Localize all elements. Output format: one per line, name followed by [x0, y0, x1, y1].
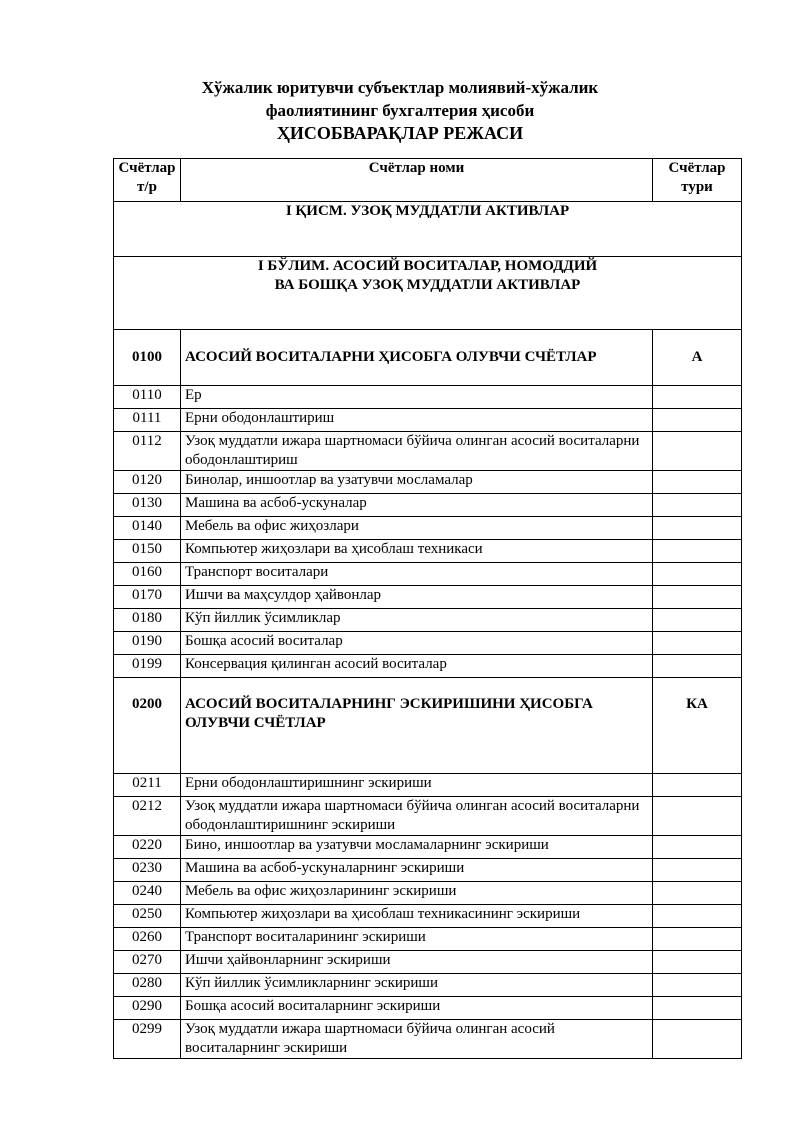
group-type: КА: [653, 678, 742, 774]
group-name: АСОСИЙ ВОСИТАЛАРНИНГ ЭСКИРИШИНИ ҲИСОБГА ОЛУВЧИ СЧЁТЛАР: [181, 678, 653, 774]
section-heading-row: [114, 257, 742, 330]
account-code: 0130: [114, 494, 181, 517]
part-heading: I ҚИСМ. УЗОҚ МУДДАТЛИ АКТИВЛАР: [114, 202, 742, 257]
account-name: Мебель ва офис жиҳозлари: [181, 517, 653, 540]
account-name: Компьютер жиҳозлари ва ҳисоблаш техникаси: [181, 540, 653, 563]
account-name: Бино, иншоотлар ва узатувчи мосламаларнинг эскириши: [181, 836, 653, 859]
account-code: 0120: [114, 471, 181, 494]
account-type: [653, 432, 742, 471]
account-name: Консервация қилинган асосий воситалар: [181, 655, 653, 678]
table-row: [114, 905, 742, 928]
account-type: [653, 774, 742, 797]
account-code: 0280: [114, 974, 181, 997]
table-row: [114, 655, 742, 678]
title-line-1: Хўжалик юритувчи субъектлар молиявий-хўжалик: [201, 78, 599, 97]
account-code: 0112: [114, 432, 181, 471]
account-type: [653, 632, 742, 655]
account-code: 0170: [114, 586, 181, 609]
account-type: [653, 540, 742, 563]
account-type: [653, 494, 742, 517]
table-header-row: [114, 159, 742, 202]
table-row: [114, 774, 742, 797]
account-name: Узоқ муддатли ижара шартномаси бўйича олинган асосий воситаларнинг эскириши: [181, 1020, 653, 1059]
account-code: 0211: [114, 774, 181, 797]
account-name: Бошқа асосий воситаларнинг эскириши: [181, 997, 653, 1020]
account-code: 0190: [114, 632, 181, 655]
account-type: [653, 1020, 742, 1059]
account-code: 0299: [114, 1020, 181, 1059]
account-code: 0110: [114, 386, 181, 409]
table-row: [114, 797, 742, 836]
account-code: 0260: [114, 928, 181, 951]
account-type: [653, 563, 742, 586]
title-line-3: ҲИСОБВАРАҚЛАР РЕЖАСИ: [276, 123, 524, 143]
account-type: [653, 928, 742, 951]
account-name: Бошқа асосий воситалар: [181, 632, 653, 655]
account-name: Мебель ва офис жиҳозларининг эскириши: [181, 882, 653, 905]
group-row-0200: [114, 678, 742, 774]
table-row: [114, 586, 742, 609]
account-name: Узоқ муддатли ижара шартномаси бўйича олинган асосий воситаларни ободонлаштириш: [181, 432, 653, 471]
group-row-0100: [114, 330, 742, 386]
table-row: [114, 432, 742, 471]
account-name: Кўп йиллик ўсимликларнинг эскириши: [181, 974, 653, 997]
table-row: [114, 563, 742, 586]
table-row: [114, 951, 742, 974]
account-name: Ишчи ҳайвонларнинг эскириши: [181, 951, 653, 974]
table-row: [114, 517, 742, 540]
table-row: [114, 882, 742, 905]
section-heading: I БЎЛИМ. АСОСИЙ ВОСИТАЛАР, НОМОДДИЙ ВА БОШҚА УЗОҚ МУДДАТЛИ АКТИВЛАР: [114, 257, 742, 330]
account-name: Машина ва асбоб-ускуналар: [181, 494, 653, 517]
account-code: 0250: [114, 905, 181, 928]
account-name: Кўп йиллик ўсимликлар: [181, 609, 653, 632]
account-code: 0140: [114, 517, 181, 540]
account-code: 0111: [114, 409, 181, 432]
group-code: 0100: [114, 330, 181, 386]
header-name: Счётлар номи: [181, 159, 653, 202]
account-type: [653, 586, 742, 609]
table-row: [114, 997, 742, 1020]
account-type: [653, 386, 742, 409]
account-name: Ерни ободонлаштириш: [181, 409, 653, 432]
account-name: Транспорт воситалари: [181, 563, 653, 586]
account-code: 0230: [114, 859, 181, 882]
account-type: [653, 905, 742, 928]
header-code: Счётлар т/р: [114, 159, 181, 202]
account-name: Узоқ муддатли ижара шартномаси бўйича олинган асосий воситаларни ободонлаштиришнинг эскириши: [181, 797, 653, 836]
account-code: 0180: [114, 609, 181, 632]
account-code: 0150: [114, 540, 181, 563]
table-row: [114, 632, 742, 655]
account-name: Компьютер жиҳозлари ва ҳисоблаш техникасининг эскириши: [181, 905, 653, 928]
table-row: [114, 1020, 742, 1059]
table-row: [114, 471, 742, 494]
account-name: Ер: [181, 386, 653, 409]
group-name: АСОСИЙ ВОСИТАЛАРНИ ҲИСОБГА ОЛУВЧИ СЧЁТЛАР: [181, 330, 653, 386]
account-type: [653, 974, 742, 997]
account-type: [653, 517, 742, 540]
account-type: [653, 471, 742, 494]
table-row: [114, 494, 742, 517]
account-type: [653, 997, 742, 1020]
account-name: Ишчи ва маҳсулдор ҳайвонлар: [181, 586, 653, 609]
table-row: [114, 974, 742, 997]
table-row: [114, 609, 742, 632]
table-row: [114, 386, 742, 409]
account-code: 0199: [114, 655, 181, 678]
account-name: Машина ва асбоб-ускуналарнинг эскириши: [181, 859, 653, 882]
account-code: 0290: [114, 997, 181, 1020]
group-type: А: [653, 330, 742, 386]
account-type: [653, 859, 742, 882]
account-type: [653, 409, 742, 432]
document-title: [0, 76, 800, 145]
account-code: 0240: [114, 882, 181, 905]
account-type: [653, 655, 742, 678]
account-name: Бинолар, иншоотлар ва узатувчи мосламалар: [181, 471, 653, 494]
table-row: [114, 928, 742, 951]
account-type: [653, 797, 742, 836]
account-name: Транспорт воситаларининг эскириши: [181, 928, 653, 951]
header-type: Счётлар тури: [653, 159, 742, 202]
group-code: 0200: [114, 678, 181, 774]
account-type: [653, 882, 742, 905]
table-row: [114, 409, 742, 432]
table-row: [114, 859, 742, 882]
account-code: 0270: [114, 951, 181, 974]
table-row: [114, 540, 742, 563]
account-type: [653, 951, 742, 974]
account-code: 0220: [114, 836, 181, 859]
accounts-table: [113, 158, 742, 1059]
account-code: 0160: [114, 563, 181, 586]
account-name: Ерни ободонлаштиришнинг эскириши: [181, 774, 653, 797]
part-heading-row: [114, 202, 742, 257]
title-line-2: фаолиятининг бухгалтерия ҳисоби: [265, 101, 535, 120]
account-code: 0212: [114, 797, 181, 836]
account-type: [653, 609, 742, 632]
table-row: [114, 836, 742, 859]
account-type: [653, 836, 742, 859]
